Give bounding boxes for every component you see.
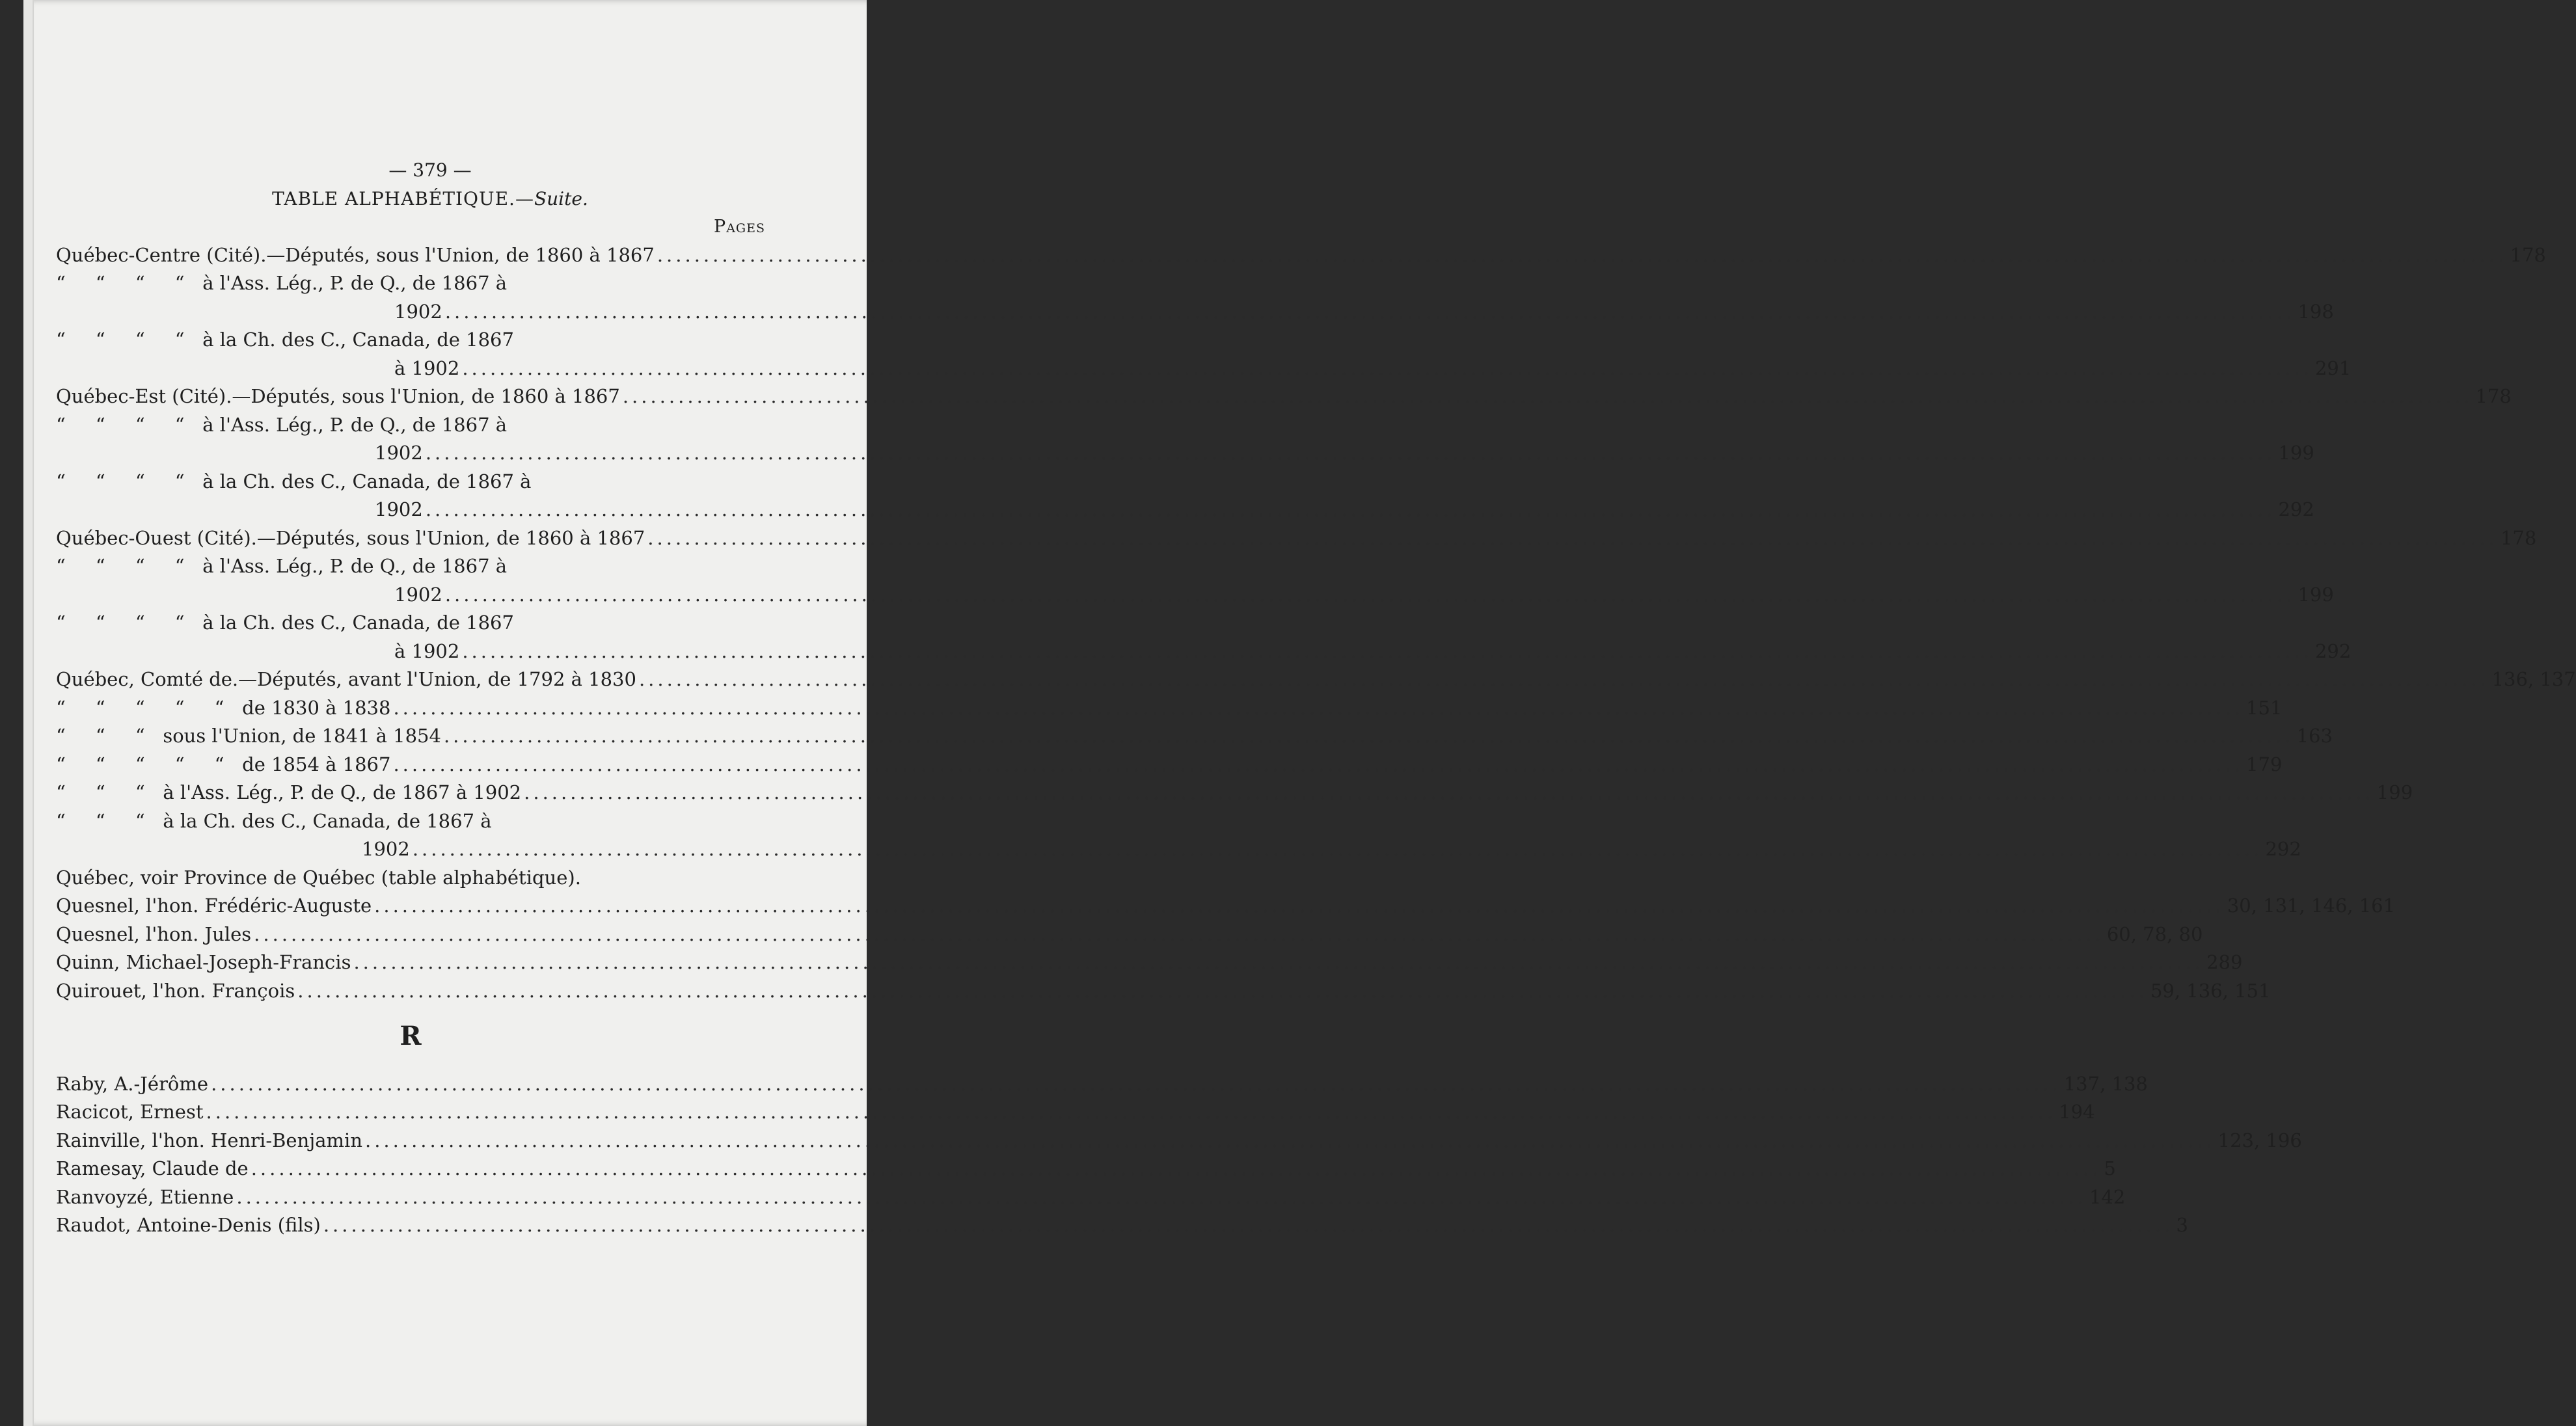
leader-dots: ........................................................................................................................................................................................................ [236,1185,2087,1208]
index-list-r [56,1070,2302,1240]
leader-dots: ........................................................................................................................................................................................................ [444,583,2296,606]
index-entry [56,921,2203,949]
entry-text: “ “ “ “ à la Ch. des C., Canada, de 1867 [56,612,514,634]
title-main: TABLE ALPHABÉTIQUE.— [272,187,534,209]
leader-dots: ........................................................................................................................................................................................................ [412,838,2263,860]
entry-pages: 292 [2278,498,2314,520]
entry-pages: 198 [2298,300,2334,323]
entry-text: Quesnel, l'hon. Frédéric-Auguste [56,895,372,917]
entry-text: “ “ “ “ à la Ch. des C., Canada, de 1867 [56,329,514,351]
entry-pages: 59, 136, 151 [2150,979,2271,1002]
entry-pages: 30, 131, 146, 161 [2227,895,2396,917]
index-entry [56,355,2352,383]
entry-text: 1902 [362,838,410,860]
leader-dots: ........................................................................................................................................................................................................ [393,696,2244,719]
index-entry [56,892,2396,921]
entry-pages: 199 [2376,781,2413,803]
index-entry [56,581,2334,610]
entry-pages: 179 [2246,753,2283,775]
entry-pages: 137, 138 [2063,1072,2148,1095]
index-content [56,156,2576,1240]
entry-text: Québec, Comté de.—Députés, avant l'Union, de 1792 à 1830 [56,668,636,690]
leader-dots: ........................................................................................................................................................................................................ [393,753,2244,775]
entry-pages: 5 [2104,1157,2116,1179]
entry-text: Quinn, Michael-Joseph-Francis [56,951,351,973]
entry-text: Rainville, l'hon. Henri-Benjamin [56,1129,362,1151]
index-entry [56,1127,2302,1155]
entry-pages: 3 [2176,1214,2188,1236]
index-entry [56,326,765,355]
index-entry [56,666,2576,694]
entry-text: à 1902 [394,356,460,379]
entry-text: Raby, A.-Jérôme [56,1072,209,1095]
leader-dots: ........................................................................................................................................................................................................ [622,385,2473,407]
entry-pages: 142 [2089,1185,2126,1208]
index-entry [56,722,2333,751]
index-entry [56,439,2314,468]
entry-pages: 194 [2059,1101,2095,1123]
entry-text: “ “ “ sous l'Union, de 1841 à 1854 [56,725,441,747]
pages-column-label: Pages [714,217,765,237]
entry-text: 1902 [375,498,423,520]
index-entry [56,977,2271,1006]
index-entry [56,694,2283,723]
index-entry [56,552,765,581]
entry-text: 1902 [375,442,423,464]
entry-text: Ranvoyzé, Etienne [56,1185,234,1208]
entry-pages: 289 [2206,951,2243,973]
leader-dots: ........................................................................................................................................................................................................ [323,1214,2174,1236]
entry-text: “ “ “ “ à l'Ass. Lég., P. de Q., de 1867 à [56,272,508,294]
index-entry [56,468,765,496]
leader-dots: ........................................................................................................................................................................................................ [254,922,2104,945]
index-entry [56,779,2413,807]
entry-pages: 199 [2298,583,2334,606]
entry-pages: 199 [2278,442,2314,464]
entry-pages: 178 [2475,385,2512,407]
index-entry [56,298,2334,327]
entry-text: Québec, voir Province de Québec (table alphabétique). [56,866,581,889]
index-entry [56,1155,2116,1183]
leader-dots: ........................................................................................................................................................................................................ [425,442,2276,464]
page-binding-edge [23,0,34,1426]
leader-dots: ........................................................................................................................................................................................................ [443,725,2294,747]
leader-dots: ........................................................................................................................................................................................................ [365,1129,2216,1151]
index-entry [56,948,2243,977]
index-entry [56,835,2301,864]
entry-pages: 291 [2314,356,2352,379]
entry-pages: 292 [2265,838,2301,860]
entry-text: “ “ “ “ à la Ch. des C., Canada, de 1867 à [56,470,532,492]
entry-text: “ “ “ à la Ch. des C., Canada, de 1867 à [56,809,492,832]
leader-dots: ........................................................................................................................................................................................................ [353,951,2204,973]
index-entry [56,411,765,440]
title-suffix: Suite. [534,187,588,209]
entry-pages: 123, 196 [2217,1129,2302,1151]
leader-dots: ........................................................................................................................................................................................................ [444,300,2296,323]
entry-text: Québec-Est (Cité).—Députés, sous l'Union, de 1860 à 1867 [56,385,620,407]
entry-pages: 178 [2500,526,2537,549]
leader-dots: ........................................................................................................................................................................................................ [638,668,2489,690]
entry-text: Québec-Centre (Cité).—Députés, sous l'Union, de 1860 à 1867 [56,243,655,266]
leader-dots: ........................................................................................................................................................................................................ [462,356,2312,379]
leader-dots: ........................................................................................................................................................................................................ [524,781,2374,803]
book-page [23,0,2576,1426]
section-letter: R [400,1021,422,1051]
index-entry [56,751,2283,779]
page-title [95,185,765,213]
index-entry [56,1070,2148,1099]
entry-text: “ “ “ à l'Ass. Lég., P. de Q., de 1867 à 1902 [56,781,522,803]
entry-text: “ “ “ “ “ de 1854 à 1867 [56,753,391,775]
leader-dots: ........................................................................................................................................................................................................ [297,979,2148,1002]
entry-pages: 292 [2314,639,2352,662]
entry-text: “ “ “ “ à l'Ass. Lég., P. de Q., de 1867 à [56,555,508,577]
index-entry [56,807,765,836]
index-entry [56,383,2512,411]
entry-text: 1902 [394,300,442,323]
entry-text: Raudot, Antoine-Denis (fils) [56,1214,321,1236]
index-entry [56,1183,2126,1212]
leader-dots: ........................................................................................................................................................................................................ [657,243,2508,266]
entry-pages: 151 [2246,696,2283,719]
index-entry [56,1098,2095,1127]
entry-text: Ramesay, Claude de [56,1157,249,1179]
entry-text: Québec-Ouest (Cité).—Députés, sous l'Union, de 1860 à 1867 [56,526,645,549]
leader-dots: ........................................................................................................................................................................................................ [211,1072,2061,1095]
leader-dots: ........................................................................................................................................................................................................ [251,1157,2102,1179]
index-list-q [56,241,2576,1006]
index-entry [56,638,2352,666]
leader-dots: ........................................................................................................................................................................................................ [374,895,2225,917]
entry-text: Quesnel, l'hon. Jules [56,922,252,945]
entry-text: Quirouet, l'hon. François [56,979,295,1002]
index-entry [56,269,765,298]
index-entry [56,524,2537,553]
index-entry [56,609,765,638]
index-entry [56,496,2314,524]
entry-text: “ “ “ “ à l'Ass. Lég., P. de Q., de 1867 à [56,413,508,436]
entry-text: Racicot, Ernest [56,1101,204,1123]
leader-dots: ........................................................................................................................................................................................................ [462,639,2312,662]
index-entry [56,241,2546,270]
leader-dots: ........................................................................................................................................................................................................ [425,498,2276,520]
index-entry [56,1211,2188,1240]
entry-pages: 136, 137 [2491,668,2576,690]
entry-text: “ “ “ “ “ de 1830 à 1838 [56,696,391,719]
index-entry [56,864,765,893]
entry-text: à 1902 [394,639,460,662]
entry-pages: 178 [2510,243,2546,266]
leader-dots: ........................................................................................................................................................................................................ [647,526,2498,549]
entry-pages: 60, 78, 80 [2106,922,2203,945]
leader-dots: ........................................................................................................................................................................................................ [206,1101,2057,1123]
entry-pages: 163 [2296,725,2333,747]
entry-text: 1902 [394,583,442,606]
page-number: — 379 — [388,159,472,181]
